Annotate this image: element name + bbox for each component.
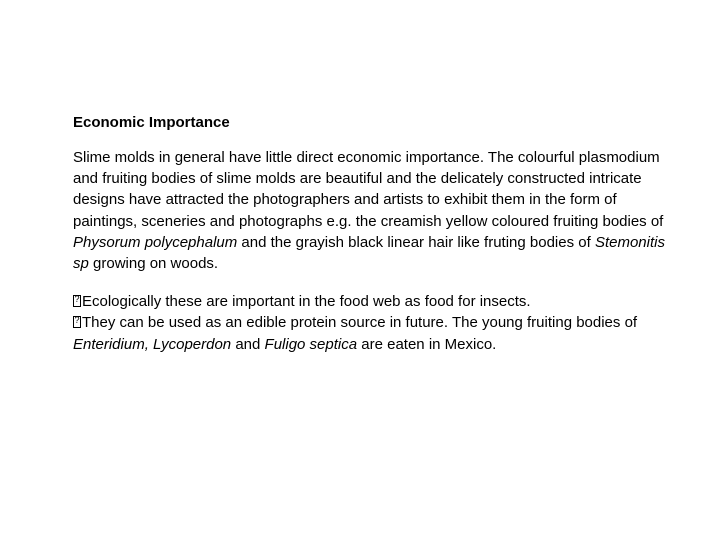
bullet-protein-text-3: are eaten in Mexico. (357, 335, 497, 353)
paragraph-intro-text-2: and the grayish black linear hair like fruting bodies of (237, 233, 595, 251)
missing-glyph-icon (73, 295, 81, 307)
bullet-ecology (73, 291, 673, 312)
bullet-protein-text-2: and (231, 335, 265, 353)
missing-glyph-icon (73, 316, 81, 328)
species-enteridium-lycoperdon: Enteridium, Lycoperdon (73, 335, 232, 353)
bullet-protein-text-1: They can be used as an edible protein source in future. The young fruiting bodies of (82, 314, 638, 332)
bullet-protein (73, 312, 673, 354)
document-body (73, 113, 673, 355)
paragraph-intro-text-1: Slime molds in general have little direct economic importance. The colourful plasmodium and fruiting bodies of slime molds are beautiful and the delicately constructed intricate designs have attracted the photographers and artists to exhibit them in the form of paintings, sceneries and photographs e.g. the creamish yellow coloured fruiting bodies of (73, 149, 664, 230)
species-stemonitis: Stemonitis sp (73, 233, 665, 273)
section-heading: Economic Importance (73, 114, 230, 131)
species-fuligo: Fuligo septica (264, 335, 358, 353)
paragraph-intro (73, 147, 673, 274)
bullet-ecology-text: Ecologically these are important in the food web as food for insects. (82, 293, 531, 311)
paragraph-intro-text-3: growing on woods. (88, 255, 219, 273)
species-physorum: Physorum polycephalum (73, 233, 238, 251)
